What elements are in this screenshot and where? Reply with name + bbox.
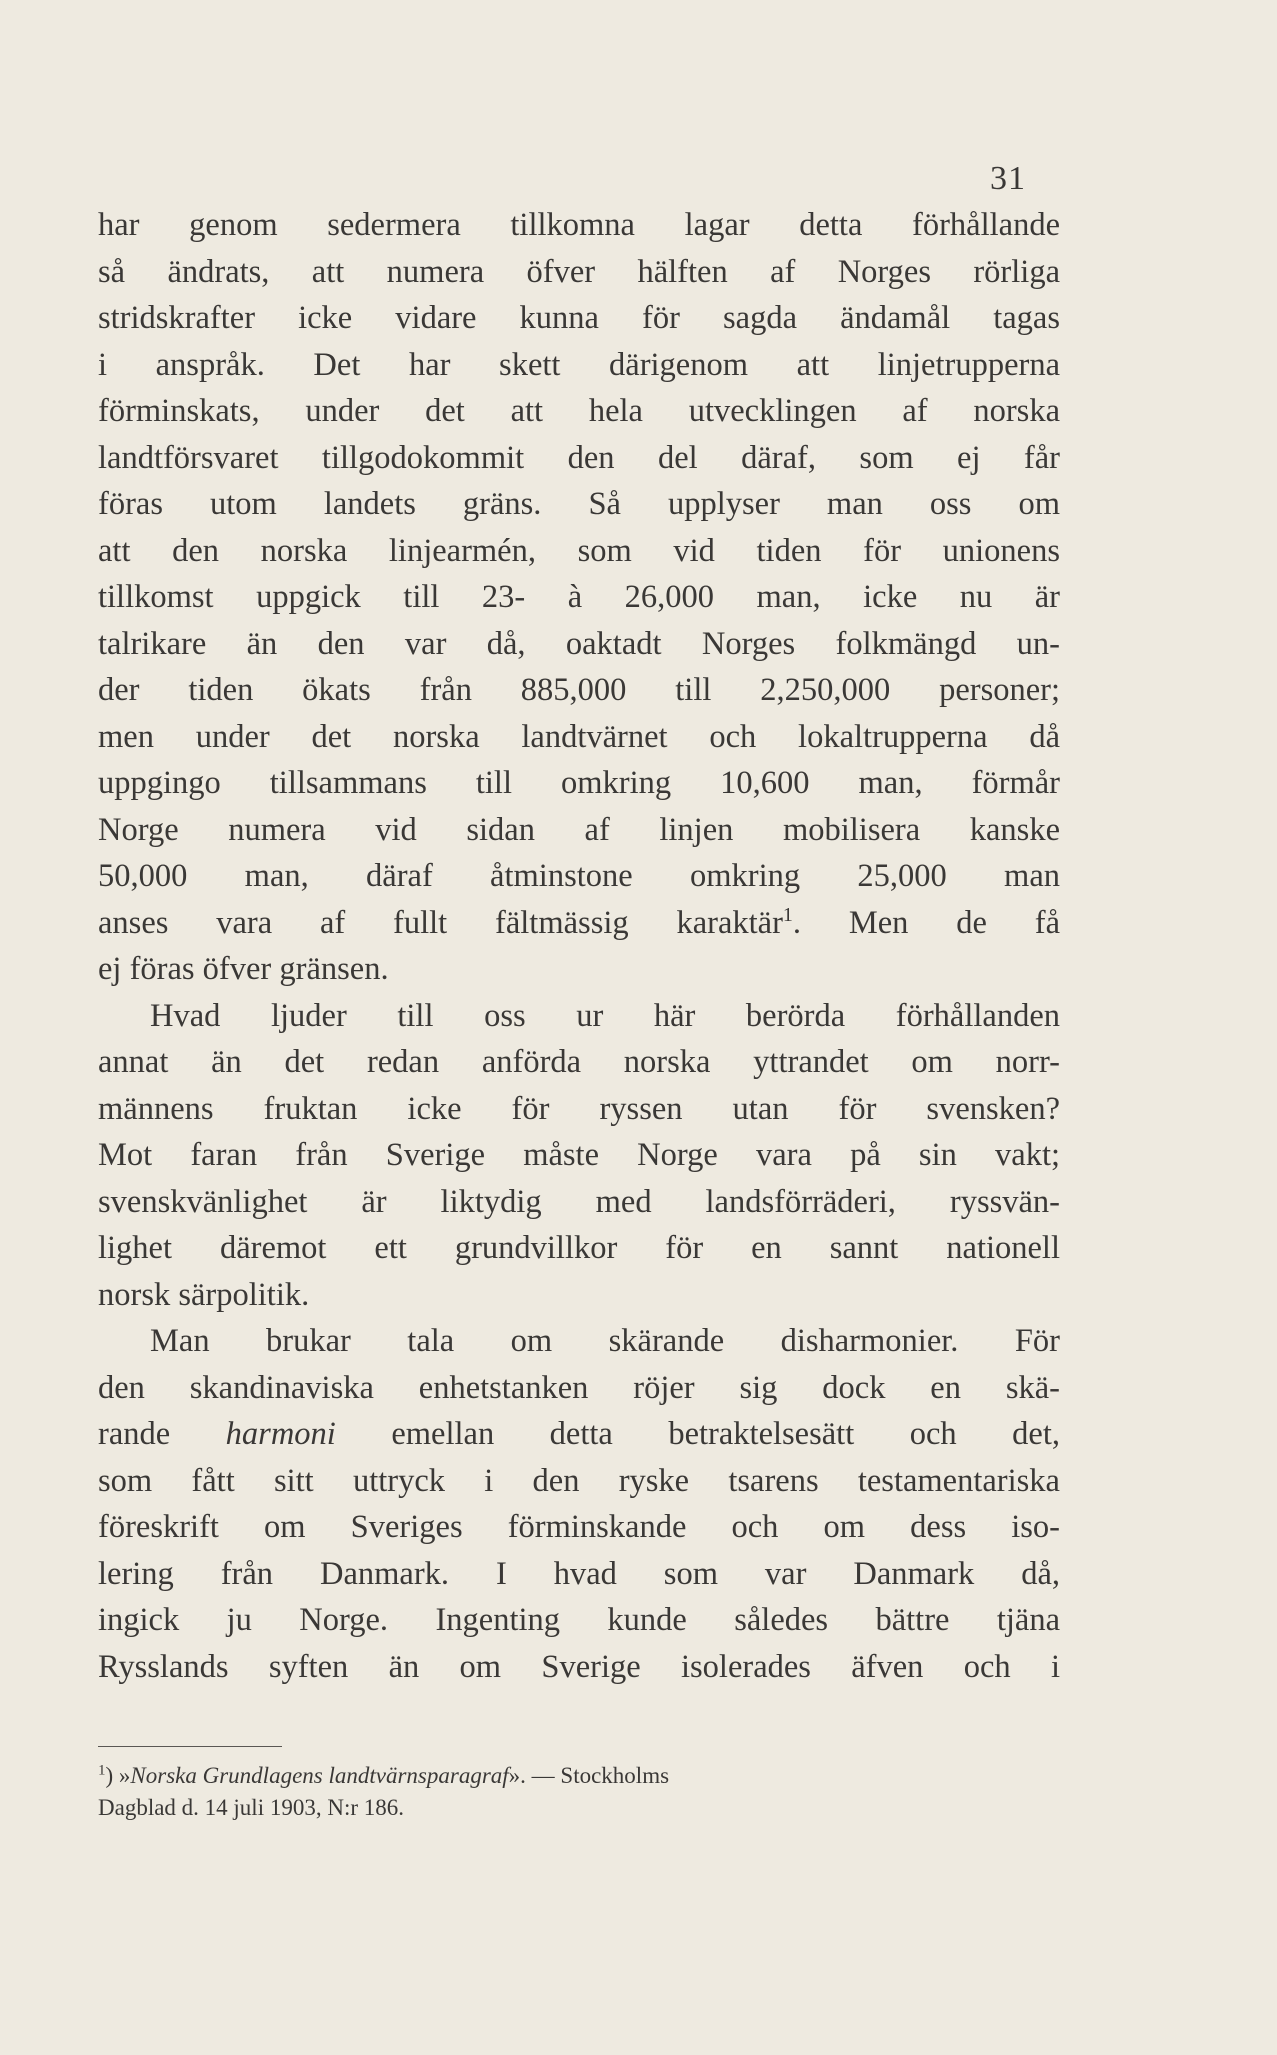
footnote-marker: 1	[98, 1762, 106, 1779]
text-line: tillkomst uppgick till 23- à 26,000 man, icke nu är	[98, 579, 1060, 615]
text-line: Rysslands syften än om Sverige isolerades äfven och i	[98, 1648, 1060, 1685]
text-line: förminskats, under det att hela utvecklingen af norska	[98, 393, 1060, 429]
text-line: Mot faran från Sverige måste Norge vara på sin vakt;	[98, 1137, 1060, 1173]
text-line: svenskvänlighet är liktydig med landsförräderi, ryssvän-	[98, 1183, 1060, 1220]
text-line: Man brukar tala om skärande disharmonier. För	[150, 1323, 1060, 1359]
footnote-text-before: ) »	[105, 1763, 131, 1788]
text-line: stridskrafter icke vidare kunna för sagda ändamål tagas	[98, 300, 1060, 336]
text-line: Hvad ljuder till oss ur här berörda förhållanden	[150, 997, 1060, 1034]
footnote-text-after: ». — Stockholms	[508, 1763, 670, 1788]
footnote-divider	[98, 1746, 282, 1747]
footnotes	[98, 1760, 1060, 1824]
text-line: ej föras öfver gränsen.	[98, 951, 389, 987]
text-line: rande harmoni emellan detta betraktelsesätt och det,	[98, 1416, 1060, 1452]
text-line: der tiden ökats från 885,000 till 2,250,000 personer;	[98, 672, 1060, 708]
text-line: lering från Danmark. I hvad som var Danmark då,	[98, 1555, 1060, 1592]
text-line: Norge numera vid sidan af linjen mobilisera kanske	[98, 811, 1060, 848]
text-line: som fått sitt uttryck i den ryske tsarens testamentariska	[98, 1462, 1060, 1499]
footnote-reference: 1	[782, 903, 793, 926]
text-line: har genom sedermera tillkomna lagar detta förhållande	[98, 207, 1060, 243]
text-line: ingick ju Norge. Ingenting kunde således bättre tjäna	[98, 1602, 1060, 1638]
footnote-line-2: Dagblad d. 14 juli 1903, N:r 186.	[98, 1795, 404, 1820]
text-line: den skandinaviska enhetstanken röjer sig dock en skä-	[98, 1369, 1060, 1406]
text-line: i anspråk. Det har skett därigenom att linjetrupperna	[98, 346, 1060, 383]
text-line: männens fruktan icke för ryssen utan för svensken?	[98, 1090, 1060, 1127]
text-line: att den norska linjearmén, som vid tiden för unionens	[98, 532, 1060, 569]
text-line: 50,000 man, däraf åtminstone omkring 25,000 man	[98, 858, 1060, 894]
text-line: annat än det redan anförda norska yttrandet om norr-	[98, 1044, 1060, 1080]
text-line: föreskrift om Sveriges förminskande och om dess iso-	[98, 1509, 1060, 1545]
text-line: lighet däremot ett grundvillkor för en sannt nationell	[98, 1230, 1060, 1266]
text-line: föras utom landets gräns. Så upplyser man oss om	[98, 486, 1060, 522]
emphasis: harmoni	[225, 1416, 336, 1452]
body-text	[98, 202, 1060, 1690]
text-line: anses vara af fullt fältmässig karaktär$^1$. Men de få	[98, 903, 1061, 941]
text-line: men under det norska landtvärnet och lokaltrupperna då	[98, 718, 1060, 755]
text-line: landtförsvaret tillgodokommit den del däraf, som ej får	[98, 439, 1060, 476]
text-line: norsk särpolitik.	[98, 1276, 310, 1313]
text-line: så ändrats, att numera öfver hälften af Norges rörliga	[98, 253, 1060, 290]
text-line: talrikare än den var då, oaktadt Norges folkmängd un-	[98, 625, 1060, 662]
footnote-title: Norska Grundlagens landtvärnsparagraf	[130, 1763, 509, 1788]
footnote-line-1	[98, 1760, 1060, 1792]
text-line: uppgingo tillsammans till omkring 10,600 man, förmår	[98, 765, 1060, 801]
page-number: 31	[990, 160, 1026, 197]
